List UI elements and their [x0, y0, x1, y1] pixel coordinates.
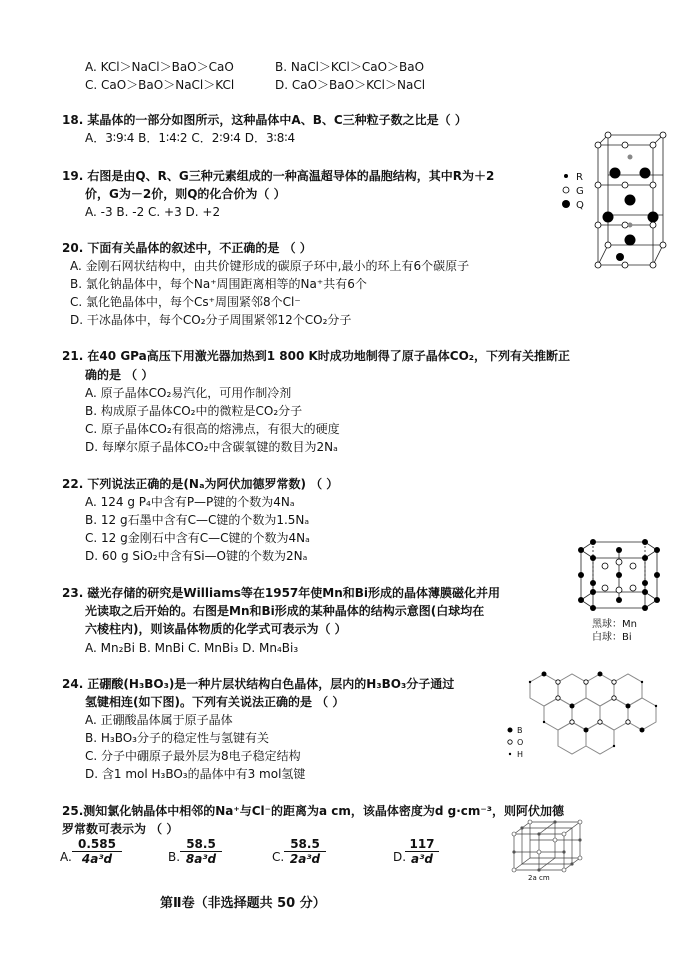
q24-boric-acid-layer-figure [500, 660, 685, 752]
q25-option-a-denominator: 4a³d [81, 852, 113, 866]
q21-option-c: C. 原子晶体CO₂有很高的熔沸点，有很大的硬度 [85, 422, 340, 436]
q25-option-a-label: A. [60, 850, 72, 864]
q19-legend-markers [561, 171, 573, 211]
q25-option-c-fraction [284, 837, 326, 866]
q24-legend-h: H [517, 750, 524, 759]
q23-options: A. Mn₂Bi B. MnBi C. MnBi₃ D. Mn₄Bi₃ [85, 641, 299, 655]
q17-option-c: C. CaO＞BaO＞NaCl＞KCl [85, 78, 235, 92]
q25-option-d-denominator: a³d [411, 852, 433, 866]
q19-legend-q: Q [576, 200, 584, 211]
q18-options: A．3∶9∶4 B．1∶4∶2 C．2∶9∶4 D．3∶8∶4 [85, 131, 296, 145]
q23-legend-bi: 白球：Bi [592, 632, 632, 643]
q25-option-b-denominator: 8a³d [185, 852, 217, 866]
q21-stem-line2: 确的是 （ ） [85, 368, 154, 382]
q25-option-c-label: C. [272, 850, 285, 864]
q22-stem: 22. 下列说法正确的是(Nₐ为阿伏加德罗常数) （ ） [62, 477, 339, 491]
q25-option-a-numerator: 0.585 [72, 837, 122, 852]
q22-option-a: A. 124 g P₄中含有P—P键的个数为4Nₐ [85, 495, 295, 509]
q25-option-d-numerator: 117 [405, 837, 439, 852]
q23-stem-line3: 六棱柱内)，则该晶体物质的化学式可表示为（ ） [85, 622, 347, 636]
q22-option-b: B. 12 g石墨中含有C—C键的个数为1.5Nₐ [85, 513, 310, 527]
q24-stem-line1: 24. 正硼酸(H₃BO₃)是一种片层状结构白色晶体，层内的H₃BO₃分子通过 [62, 677, 455, 691]
q24-option-d: D. 含1 mol H₃BO₃的晶体中有3 mol氢键 [85, 767, 306, 781]
q23-hexagonal-prism-figure [575, 536, 670, 616]
q19-stem-line1: 19. 右图是由Q、R、G三种元素组成的一种高温超导体的晶胞结构，其中R为＋2 [62, 169, 495, 183]
q25-stem-line2: 罗常数可表示为 （ ） [62, 822, 179, 836]
q17-option-a: A. KCl＞NaCl＞BaO＞CaO [85, 60, 234, 74]
q19-stem-line2: 价，G为－2价，则Q的化合价为（ ） [85, 187, 286, 201]
q25-option-d-fraction [405, 837, 439, 866]
q20-stem: 20. 下面有关晶体的叙述中，不正确的是 （ ） [62, 241, 312, 255]
q25-option-b-numerator: 58.5 [180, 837, 222, 852]
q25-cube-edge-label: 2a cm [528, 874, 550, 882]
q24-option-b: B. H₃BO₃分子的稳定性与氢键有关 [85, 731, 269, 745]
q21-option-b: B. 构成原子晶体CO₂中的微粒是CO₂分子 [85, 404, 303, 418]
q25-option-c-numerator: 58.5 [284, 837, 326, 852]
q20-option-b: B. 氯化钠晶体中，每个Na⁺周围距离相等的Na⁺共有6个 [70, 277, 367, 291]
q22-option-c: C. 12 g金刚石中含有C—C键的个数为4Nₐ [85, 531, 310, 545]
q21-option-d: D. 每摩尔原子晶体CO₂中含碳氧键的数目为2Nₐ [85, 440, 338, 454]
q25-stem-line1: 25.测知氯化钠晶体中相邻的Na⁺与Cl⁻的距离为a cm，该晶体密度为d g·cm⁻³，则阿伏加德 [62, 804, 565, 818]
q25-nacl-cube-figure [508, 818, 590, 880]
q20-option-d: D. 干冰晶体中，每个CO₂分子周围紧邻12个CO₂分子 [70, 313, 352, 327]
q20-option-a: A. 金刚石网状结构中，由共价键形成的碳原子环中,最小的环上有6个碳原子 [70, 259, 470, 273]
q23-stem-line2: 光读取之后开始的。右图是Mn和Bi形成的某种晶体的结构示意图(白球均在 [85, 604, 485, 618]
q25-option-a-fraction [72, 837, 122, 866]
q25-option-d-label: D. [393, 850, 407, 864]
q25-option-b-label: B. [168, 850, 181, 864]
q24-option-a: A. 正硼酸晶体属于原子晶体 [85, 713, 233, 727]
q17-option-b: B. NaCl＞KCl＞CaO＞BaO [275, 60, 425, 74]
q19-legend-g: G [576, 186, 584, 197]
section-ii-title: 第Ⅱ卷（非选择题共 50 分） [160, 896, 326, 911]
q19-options: A. -3 B. -2 C. +3 D. +2 [85, 205, 221, 219]
q18-stem: 18. 某晶体的一部分如图所示，这种晶体中A、B、C三种粒子数之比是（ ） [62, 113, 467, 127]
q22-option-d: D. 60 g SiO₂中含有Si—O键的个数为2Nₐ [85, 549, 308, 563]
q21-stem-line1: 21. 在40 GPa高压下用激光器加热到1 800 K时成功地制得了原子晶体CO₂，下列有关推断正 [62, 349, 571, 363]
q19-legend-r: R [576, 172, 583, 183]
q17-option-d: D. CaO＞BaO＞KCl＞NaCl [275, 78, 426, 92]
q24-stem-line2: 氢键相连(如下图)。下列有关说法正确的是 （ ） [85, 695, 345, 709]
q21-option-a: A. 原子晶体CO₂易汽化，可用作制冷剂 [85, 386, 292, 400]
q24-legend-markers [506, 725, 516, 761]
q24-legend-b: B [517, 726, 523, 735]
q25-option-b-fraction [180, 837, 222, 866]
q23-legend-mn: 黑球：Mn [592, 619, 637, 630]
q24-option-c: C. 分子中硼原子最外层为8电子稳定结构 [85, 749, 301, 763]
q20-option-c: C. 氯化铯晶体中，每个Cs⁺周围紧邻8个Cl⁻ [70, 295, 301, 309]
q24-legend-o: O [517, 738, 524, 747]
q23-stem-line1: 23. 磁光存储的研究是Williams等在1957年使Mn和Bi形成的晶体薄膜磁化并用 [62, 586, 501, 600]
q25-option-c-denominator: 2a³d [289, 852, 321, 866]
